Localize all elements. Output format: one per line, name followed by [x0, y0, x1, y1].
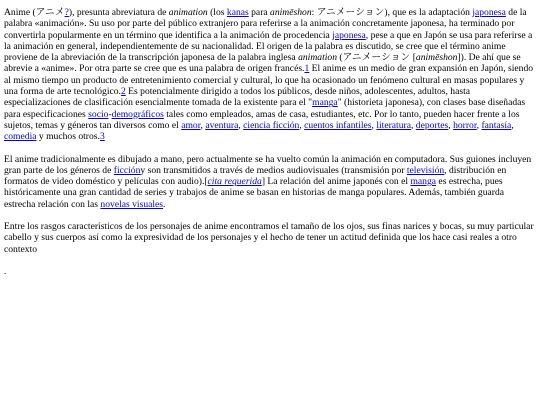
text-run: " (historieta japonesa), con clases base diseñadas para especificaciones	[4, 97, 526, 120]
japanese-text: アニメーション	[316, 7, 385, 18]
italic-term: animation	[168, 7, 208, 18]
separator: ,	[476, 119, 482, 131]
text-run: (los	[207, 7, 227, 18]
link-aventura[interactable]: aventura	[205, 119, 239, 131]
japanese-text: アニメーション	[342, 52, 411, 64]
separator: ,	[511, 119, 514, 131]
reference-link[interactable]: 1	[304, 63, 310, 75]
text-run: ] La relación del anime japonés con el	[261, 176, 411, 188]
text-run: ), que es la adaptación	[384, 7, 473, 18]
text-run: El anime tradicionalmente es dibujado a mano, pero actualmente se ha vuelto común la animación en computadora. Sus guiones incluyen gran parte de los géneros de	[4, 153, 532, 176]
separator: ,	[200, 119, 206, 131]
link-fantasia[interactable]: fantasía	[481, 119, 512, 131]
italic-term: animation	[298, 52, 337, 64]
paragraph-characters	[4, 221, 535, 255]
reference-link[interactable]: 3	[99, 131, 105, 143]
text-run: , pese a que en Japón se usa para referirse a la animación en general, independientemente de su nacionalidad. El origen de la palabra es discutido, se cree que el término anime proviene de la abreviación de la transcripción japonesa de la palabra inglesa	[4, 29, 533, 64]
link-novelas-visuales[interactable]: novelas visuales	[100, 198, 164, 210]
link-japonesa[interactable]: japonesa	[332, 29, 366, 41]
pronunciation-help-link[interactable]: ?	[64, 7, 69, 18]
paragraph-intro	[4, 7, 535, 143]
link-horror[interactable]: horror	[453, 119, 477, 131]
link-comedia[interactable]: comedia	[4, 131, 37, 143]
separator: ,	[238, 119, 244, 131]
trailing-period: .	[4, 265, 7, 276]
link-socio[interactable]: socio	[88, 108, 109, 120]
text-run: El anime es un medio de gran expansión en Japón, siendo al mismo tiempo un producto de entretenimiento comercial y cultural, lo que ha ocasionado un fenómeno cultural en masas populares y una forma de arte tecnológico.	[4, 63, 534, 98]
link-amor[interactable]: amor	[181, 119, 201, 131]
text-run: ), presunta abreviatura de	[68, 7, 169, 18]
reference-link[interactable]: 2	[120, 86, 126, 98]
text-run: .	[163, 198, 166, 210]
text-run: Entre los rasgos característicos de los personajes de anime encontramos el tamaño de los ojos, sus finas narices y bocas, su muy particular cabello y sus cuerpos así como la expresividad de los personajes y el hecho de tener un actitud definida que los hace casi reales a otro contexto	[4, 221, 534, 255]
separator: ,	[410, 119, 416, 131]
link-television[interactable]: televisión	[406, 164, 445, 176]
text-run: (	[337, 52, 343, 64]
japanese-text: アニメ	[35, 7, 65, 18]
italic-term: animēshon	[270, 7, 312, 18]
text-run: y son transmitidos a través de medios audiovisuales (transmisión por	[140, 164, 407, 176]
text-run: es estrecha, pues históricamente una gran cantidad de series y trabajos de anime se basan en historias de manga populares. Además, también guarda estrecha relación con las	[4, 176, 505, 210]
link-demograficos[interactable]: demográficos	[111, 108, 164, 120]
text-run: Anime (	[4, 7, 36, 18]
link-cuentos-infantiles[interactable]: cuentos infantiles	[304, 119, 372, 131]
text-run: [	[410, 52, 416, 64]
citation-needed-text: cita requerida	[207, 176, 262, 188]
citation-needed-link[interactable]	[208, 176, 262, 187]
link-literatura[interactable]: literatura	[376, 119, 411, 131]
text-run: tales como empleados, amas de casa, estudiantes, etc. Por lo tanto, pueden hacer frente a los sujetos, temas y géneros tan diversos como el	[4, 108, 520, 131]
link-manga[interactable]: manga	[410, 176, 437, 188]
separator: ,	[299, 119, 305, 131]
link-ficcion[interactable]: ficción	[113, 164, 141, 176]
separator: ,	[371, 119, 377, 131]
text-run: :	[311, 7, 317, 18]
text-run: Es potencialmente dirigido a todos los públicos, desde niños, adolescentes, adultos, hasta especializaciones de clasificación esencialmente tomada de la existente para el "	[4, 86, 470, 109]
link-japonesa[interactable]: japonesa	[472, 7, 506, 18]
text-run: para	[248, 7, 271, 18]
text-run: ]). De ahí que se abrevie a «anime». Por otra parte se cree que es una palabra de origen francés.	[4, 52, 521, 75]
text-run: de la palabra «animación». Su uso por parte del público extranjero para referirse a la animación concretamente japonesa, ha terminado por convertirla popularmente en un término que identifica a la animación de procedencia	[4, 7, 527, 41]
italic-term: animēshon	[415, 52, 458, 64]
link-manga[interactable]: manga	[312, 97, 338, 109]
text-run: , distribución en formatos de video doméstico y películas con audio).[	[4, 164, 507, 188]
link-kanas[interactable]: kanas	[226, 7, 249, 18]
text-run: -	[108, 108, 112, 120]
paragraph-production	[4, 154, 535, 210]
separator: ,	[448, 119, 454, 131]
link-deportes[interactable]: deportes	[415, 119, 449, 131]
text-run: y muchos otros.	[36, 131, 100, 143]
link-ciencia-ficcion[interactable]: ciencia ficción	[243, 119, 300, 131]
